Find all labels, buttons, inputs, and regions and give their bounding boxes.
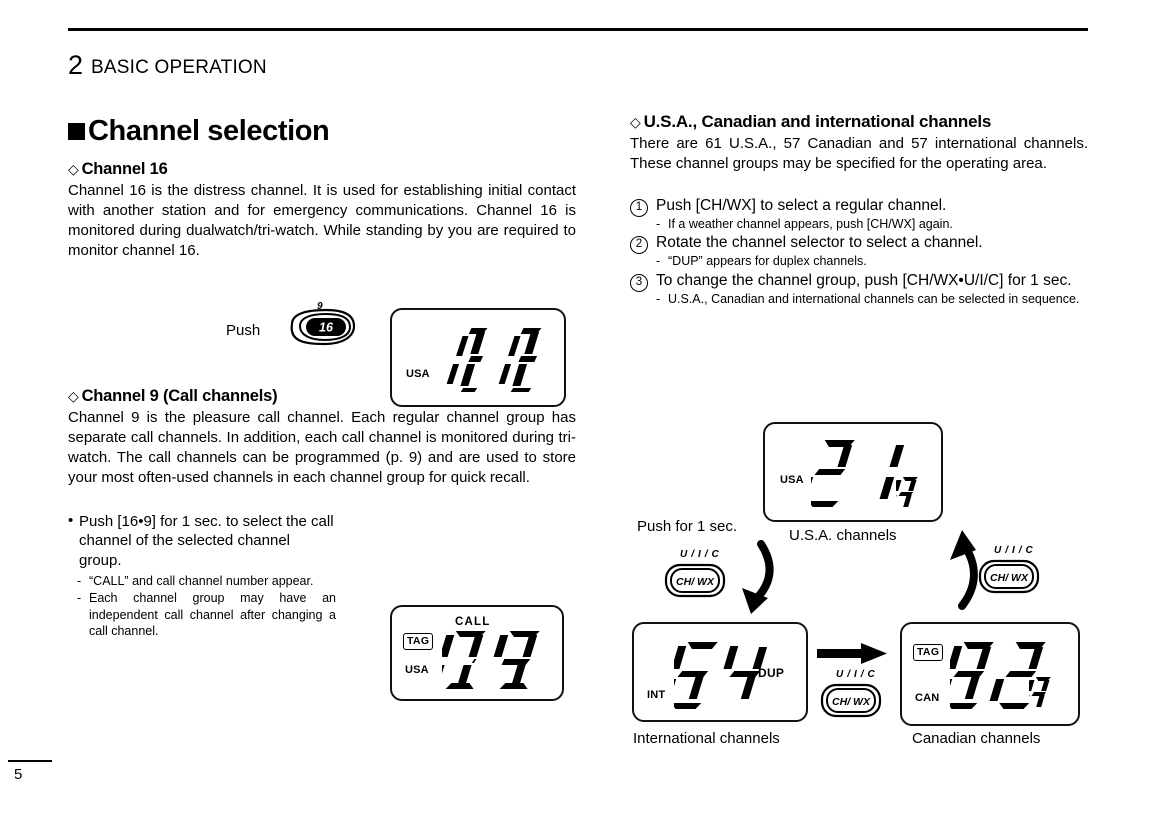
- lcd-group-indicator: INT: [647, 689, 666, 701]
- button-uic-top-label: U / I / C: [836, 669, 876, 680]
- dash-icon: -: [656, 254, 661, 269]
- step-sub-note: [656, 291, 1098, 307]
- paragraph-channel-16: Channel 16 is the distress channel. It is used for establishing initial contact with another station and for emergency communications. Channel 16 is monitored during dualwatch/tri-watch. While standing by you are required to monitor channel 16.: [68, 182, 576, 259]
- step-number: 3: [630, 274, 648, 292]
- lcd-display-int-64: [632, 622, 808, 722]
- button-16-9[interactable]: [286, 302, 358, 354]
- paragraph-channel-9: Channel 9 is the pleasure call channel. Each regular channel group has separate call channels. In addition, each call channel is monitored during tri-watch. The call channels can be programmed (p. 9) and are used to store your most often-used channels in each channel group for quick recall.: [68, 408, 576, 486]
- button-chwx-uic-left[interactable]: [664, 549, 726, 598]
- diamond-icon: ◇: [68, 387, 79, 404]
- subheading-channel-groups-text: U.S.A., Canadian and international channels: [643, 112, 992, 131]
- bullet-dot-icon: •: [68, 511, 74, 529]
- button-uic-top-label: U / I / C: [680, 549, 720, 560]
- page-number: 5: [14, 766, 23, 783]
- lcd-digits-16: [442, 324, 548, 392]
- footer-rule: [8, 760, 52, 762]
- dash-icon: -: [77, 591, 82, 606]
- step-sub-note-text: If a weather channel appears, push [CH/WX] again.: [668, 217, 953, 232]
- step-sub-note: [656, 216, 1090, 232]
- subheading-channel-16-text: Channel 16: [81, 160, 168, 178]
- lcd-dup-indicator: DUP: [758, 666, 785, 680]
- lcd-suffix-a: [896, 476, 924, 510]
- right-column: [630, 112, 1090, 308]
- sub-bullet-item: [68, 590, 336, 640]
- subheading-channel-9-text: Channel 9 (Call channels): [81, 386, 278, 405]
- sub-bullet-text: Each channel group may have an independent call channel after changing a call channel.: [89, 591, 336, 639]
- bullet-item: [68, 512, 336, 571]
- step-item: [630, 196, 1090, 232]
- subheading-channel-groups: [630, 112, 1090, 132]
- lcd-tag-indicator: TAG: [403, 633, 433, 650]
- dash-icon: -: [656, 291, 661, 306]
- chapter-number: 2: [68, 50, 84, 80]
- step-item: [630, 233, 1090, 269]
- step-text: To change the channel group, push [CH/WX•U/I/C] for 1 sec.: [656, 271, 1072, 289]
- step-sub-note-text: U.S.A., Canadian and international channels can be selected in sequence.: [668, 291, 1080, 306]
- chapter-header: [68, 50, 267, 81]
- caption-canadian-channels: Canadian channels: [912, 730, 1041, 747]
- numbered-steps-list: [630, 196, 1090, 307]
- header-rule: [68, 28, 1088, 31]
- lcd-display-call-09: [390, 605, 564, 701]
- lcd-group-indicator: USA: [406, 368, 430, 380]
- arrow-straight-right: [817, 642, 889, 671]
- bullet-item-text: Push [16•9] for 1 sec. to select the call channel of the selected channel group.: [79, 512, 334, 570]
- svg-text:CH/ WX: CH/ WX: [832, 696, 870, 708]
- bullet-list-call-channel: [68, 512, 336, 640]
- lcd-digits-09: [442, 629, 550, 693]
- caption-usa-channels: U.S.A. channels: [789, 527, 897, 544]
- step-number: 2: [630, 236, 648, 254]
- diamond-icon: ◇: [68, 161, 79, 177]
- lcd-group-indicator: USA: [405, 664, 429, 676]
- push-label-ch16: Push: [226, 322, 261, 339]
- svg-text:CH/ WX: CH/ WX: [990, 572, 1028, 584]
- chapter-title: BASIC OPERATION: [91, 57, 267, 78]
- button-chwx-uic-right[interactable]: [978, 545, 1040, 594]
- step-sub-note-text: “DUP” appears for duplex channels.: [668, 254, 867, 269]
- lcd-digits-64: [674, 640, 786, 710]
- subheading-channel-16: [68, 160, 578, 179]
- caption-international-channels: International channels: [633, 730, 780, 747]
- lcd-display-usa-21a: [763, 422, 943, 522]
- sub-bullet-text: “CALL” and call channel number appear.: [89, 573, 314, 588]
- button-chwx-uic-middle[interactable]: [820, 669, 882, 718]
- lcd-call-indicator: CALL: [455, 616, 491, 628]
- svg-text:CH/ WX: CH/ WX: [676, 576, 714, 588]
- step-sub-note: [656, 253, 1090, 269]
- section-heading: [68, 115, 578, 148]
- lcd-tag-indicator: TAG: [913, 644, 943, 661]
- lcd-group-indicator: USA: [780, 474, 804, 486]
- lcd-suffix-a: [1029, 676, 1057, 710]
- step-text: Rotate the channel selector to select a channel.: [656, 234, 983, 252]
- lcd-group-indicator: CAN: [915, 692, 940, 704]
- svg-text:16: 16: [319, 320, 333, 335]
- sub-bullet-item: [68, 573, 336, 590]
- arrow-curve-down: [730, 540, 790, 631]
- paragraph-channel-groups: There are 61 U.S.A., 57 Canadian and 57 international channels. These channel groups may be specified for the operating area.: [630, 135, 1088, 172]
- button-16-9-top-label: 9: [317, 301, 324, 312]
- step-number: 1: [630, 199, 648, 217]
- push-note-1-sec: Push for 1 sec.: [637, 518, 738, 535]
- dash-icon: -: [656, 217, 661, 232]
- lcd-display-can-82a: [900, 622, 1080, 726]
- step-text: Push [CH/WX] to select a regular channel.: [656, 196, 947, 214]
- button-uic-top-label: U / I / C: [994, 545, 1034, 556]
- lcd-display-channel-16: [390, 308, 566, 407]
- dash-icon: -: [77, 573, 82, 588]
- diamond-icon: ◇: [630, 114, 641, 130]
- step-item: [630, 271, 1090, 307]
- filled-square-icon: [68, 123, 85, 140]
- section-heading-text: Channel selection: [88, 115, 330, 147]
